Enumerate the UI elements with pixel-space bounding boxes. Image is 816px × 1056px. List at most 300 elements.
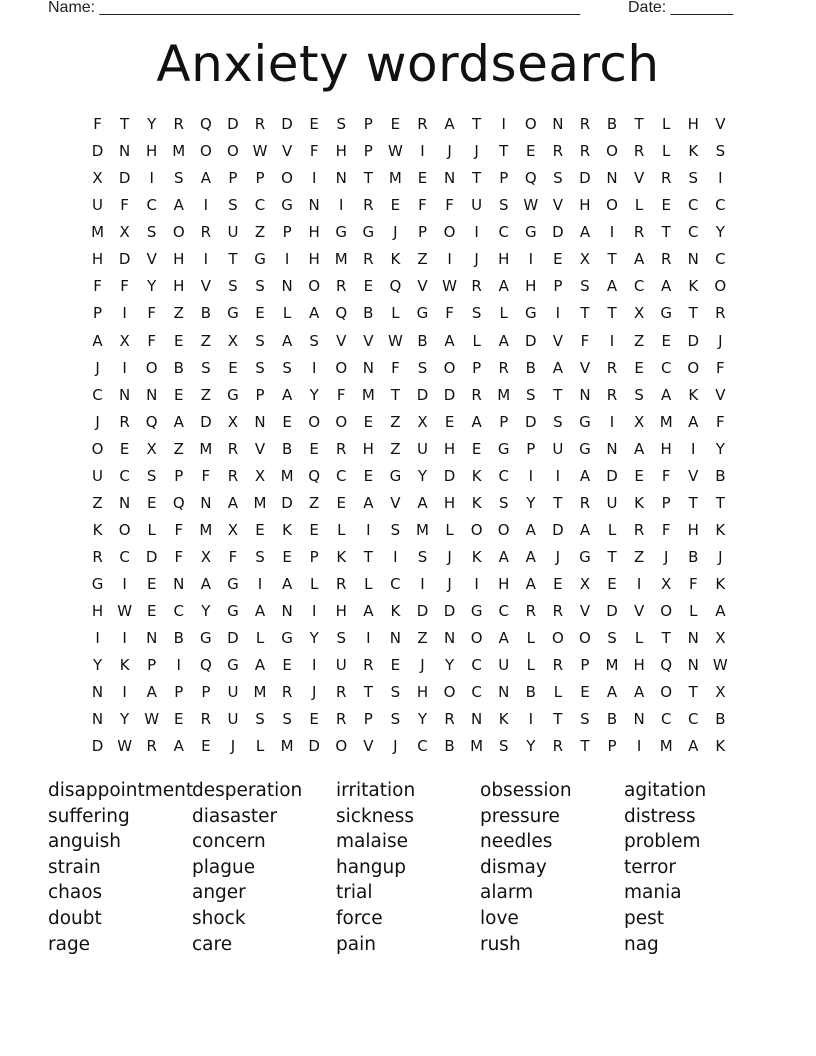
grid-letter[interactable]: Z (390, 439, 401, 458)
grid-letter[interactable]: G (579, 548, 591, 566)
grid-letter[interactable]: K (282, 520, 292, 539)
grid-letter[interactable]: B (281, 439, 293, 458)
grid-letter[interactable]: K (715, 575, 726, 594)
grid-letter[interactable]: D (552, 223, 564, 242)
grid-letter[interactable]: X (661, 575, 672, 594)
grid-letter[interactable]: O (606, 142, 618, 161)
grid-letter[interactable]: R (660, 250, 672, 269)
grid-letter[interactable]: P (553, 277, 563, 296)
grid-letter[interactable]: N (443, 629, 456, 648)
grid-letter[interactable]: G (389, 466, 402, 485)
grid-letter[interactable]: W (117, 737, 133, 756)
grid-letter[interactable]: H (173, 250, 185, 269)
grid-letter[interactable]: H (146, 142, 158, 161)
grid-letter[interactable]: D (227, 629, 239, 648)
grid-letter[interactable]: T (607, 250, 617, 269)
grid-letter[interactable]: V (633, 602, 645, 621)
grid-letter[interactable]: G (227, 304, 239, 323)
grid-letter[interactable]: H (498, 250, 510, 269)
grid-letter[interactable]: O (551, 629, 564, 648)
grid-letter[interactable]: I (528, 250, 533, 269)
grid-letter[interactable]: T (472, 115, 482, 133)
grid-letter[interactable]: O (145, 358, 158, 377)
grid-letter[interactable]: B (715, 466, 726, 485)
grid-letter[interactable]: S (688, 169, 699, 188)
grid-letter[interactable]: W (252, 142, 268, 161)
grid-letter[interactable]: W (523, 196, 539, 215)
grid-letter[interactable]: K (390, 602, 401, 621)
grid-letter[interactable]: Q (389, 277, 402, 296)
grid-letter[interactable]: F (228, 548, 238, 566)
grid-letter[interactable]: Z (633, 548, 645, 566)
grid-letter[interactable]: D (91, 737, 104, 756)
grid-letter[interactable]: G (660, 304, 672, 323)
grid-letter[interactable]: Q (335, 304, 348, 323)
grid-letter[interactable]: Z (633, 331, 645, 350)
grid-letter[interactable]: Q (199, 656, 212, 675)
grid-letter[interactable]: T (661, 223, 671, 242)
grid-letter[interactable]: I (149, 169, 154, 188)
grid-letter[interactable]: Z (173, 304, 184, 323)
grid-letter[interactable]: T (390, 385, 400, 404)
grid-letter[interactable]: N (498, 683, 510, 702)
grid-letter[interactable]: C (336, 466, 347, 485)
grid-letter[interactable]: F (120, 277, 129, 296)
grid-letter[interactable]: E (309, 520, 319, 539)
grid-letter[interactable]: R (363, 250, 374, 269)
grid-letter[interactable]: A (417, 493, 428, 512)
grid-letter[interactable]: S (607, 629, 617, 648)
grid-letter[interactable]: V (552, 331, 563, 350)
grid-letter[interactable]: Y (444, 656, 455, 675)
grid-letter[interactable]: F (418, 196, 427, 215)
grid-letter[interactable]: I (528, 710, 533, 729)
grid-letter[interactable]: P (363, 142, 373, 161)
grid-letter[interactable]: L (526, 629, 535, 648)
grid-letter[interactable]: L (607, 520, 617, 539)
grid-letter[interactable]: S (498, 196, 509, 215)
grid-letter[interactable]: R (363, 196, 374, 215)
grid-letter[interactable]: D (416, 602, 429, 621)
grid-letter[interactable]: X (633, 412, 645, 431)
grid-letter[interactable]: J (393, 737, 398, 756)
grid-letter[interactable]: Z (254, 223, 266, 242)
grid-letter[interactable]: C (471, 656, 482, 675)
grid-letter[interactable]: R (146, 737, 157, 756)
grid-letter[interactable]: S (336, 629, 346, 648)
grid-letter[interactable]: P (499, 169, 509, 188)
grid-letter[interactable]: A (606, 277, 618, 296)
grid-letter[interactable]: R (552, 602, 564, 621)
grid-letter[interactable]: G (281, 196, 293, 215)
grid-letter[interactable]: A (146, 683, 157, 702)
grid-letter[interactable]: U (498, 656, 510, 675)
grid-letter[interactable]: I (501, 115, 506, 133)
grid-letter[interactable]: I (420, 142, 425, 161)
grid-letter[interactable]: I (122, 629, 127, 648)
grid-letter[interactable]: O (335, 412, 348, 431)
grid-letter[interactable]: P (417, 223, 427, 242)
grid-letter[interactable]: A (227, 493, 239, 512)
grid-letter[interactable]: E (146, 493, 157, 512)
grid-letter[interactable]: F (120, 196, 129, 215)
grid-letter[interactable]: M (388, 169, 402, 188)
grid-letter[interactable]: P (228, 169, 238, 188)
grid-letter[interactable]: L (472, 331, 481, 350)
grid-letter[interactable]: G (524, 304, 537, 323)
grid-letter[interactable]: S (255, 548, 265, 566)
grid-letter[interactable]: N (308, 196, 320, 215)
grid-letter[interactable]: P (255, 385, 265, 404)
grid-letter[interactable]: I (122, 683, 127, 702)
grid-letter[interactable]: K (471, 493, 482, 512)
grid-letter[interactable]: C (715, 196, 726, 215)
grid-letter[interactable]: T (363, 169, 373, 188)
grid-letter[interactable]: Y (147, 115, 157, 133)
grid-letter[interactable]: V (363, 331, 374, 350)
grid-letter[interactable]: K (688, 142, 699, 161)
grid-letter[interactable]: E (309, 710, 319, 729)
grid-letter[interactable]: N (389, 629, 402, 648)
grid-letter[interactable]: O (308, 412, 321, 431)
grid-letter[interactable]: K (498, 710, 509, 729)
grid-letter[interactable]: L (634, 196, 644, 215)
grid-letter[interactable]: A (688, 737, 699, 756)
grid-letter[interactable]: M (172, 142, 186, 161)
grid-letter[interactable]: B (173, 358, 184, 377)
grid-letter[interactable]: S (580, 710, 590, 729)
grid-letter[interactable]: S (174, 169, 184, 188)
grid-letter[interactable]: E (146, 602, 157, 621)
grid-letter[interactable]: A (498, 548, 509, 566)
grid-letter[interactable]: I (609, 412, 615, 431)
grid-letter[interactable]: A (444, 331, 455, 350)
grid-letter[interactable]: V (715, 115, 726, 133)
grid-letter[interactable]: G (362, 223, 375, 242)
grid-letter[interactable]: S (255, 358, 265, 377)
grid-letter[interactable]: I (555, 466, 561, 485)
grid-letter[interactable]: L (553, 683, 563, 702)
grid-letter[interactable]: W (144, 710, 160, 729)
grid-letter[interactable]: J (393, 223, 398, 242)
grid-letter[interactable]: I (393, 548, 398, 566)
grid-letter[interactable]: S (146, 466, 157, 485)
grid-letter[interactable]: V (552, 196, 563, 215)
grid-letter[interactable]: H (173, 277, 185, 296)
grid-letter[interactable]: O (714, 277, 727, 296)
grid-letter[interactable]: S (228, 196, 238, 215)
grid-letter[interactable]: R (254, 115, 266, 133)
grid-letter[interactable]: R (444, 710, 455, 729)
grid-letter[interactable]: Z (200, 385, 211, 404)
grid-letter[interactable]: A (579, 466, 591, 485)
grid-letter[interactable]: I (474, 575, 479, 594)
grid-letter[interactable]: O (281, 169, 293, 188)
grid-letter[interactable]: H (443, 439, 456, 458)
grid-letter[interactable]: H (579, 196, 591, 215)
grid-letter[interactable]: S (228, 277, 238, 296)
grid-letter[interactable]: C (254, 196, 266, 215)
grid-letter[interactable]: T (634, 115, 644, 133)
grid-letter[interactable]: C (390, 575, 401, 594)
grid-letter[interactable]: U (92, 196, 104, 215)
grid-letter[interactable]: H (362, 439, 374, 458)
grid-letter[interactable]: X (579, 250, 591, 269)
grid-letter[interactable]: T (661, 629, 671, 648)
grid-letter[interactable]: E (417, 169, 428, 188)
grid-letter[interactable]: I (176, 656, 181, 675)
grid-letter[interactable]: O (443, 223, 456, 242)
grid-letter[interactable]: E (553, 575, 563, 594)
grid-letter[interactable]: M (659, 412, 673, 431)
grid-letter[interactable]: E (363, 412, 374, 431)
grid-letter[interactable]: L (364, 575, 373, 594)
grid-letter[interactable]: A (471, 412, 482, 431)
grid-letter[interactable]: O (443, 358, 456, 377)
grid-letter[interactable]: P (255, 169, 265, 188)
grid-letter[interactable]: A (715, 602, 726, 621)
grid-letter[interactable]: R (336, 575, 347, 594)
grid-letter[interactable]: R (552, 142, 564, 161)
grid-letter[interactable]: H (91, 250, 104, 269)
grid-letter[interactable]: S (255, 331, 265, 350)
grid-letter[interactable]: G (335, 223, 348, 242)
grid-letter[interactable]: F (580, 331, 590, 350)
grid-letter[interactable]: J (447, 142, 452, 161)
grid-letter[interactable]: A (173, 196, 184, 215)
grid-letter[interactable]: N (471, 710, 483, 729)
grid-letter[interactable]: T (580, 304, 590, 323)
grid-letter[interactable]: V (417, 277, 428, 296)
grid-letter[interactable]: G (497, 439, 510, 458)
grid-letter[interactable]: D (443, 602, 456, 621)
date-field[interactable]: Date: _______ (628, 0, 733, 16)
grid-letter[interactable]: K (471, 466, 482, 485)
grid-letter[interactable]: Y (309, 385, 319, 404)
grid-letter[interactable]: I (311, 602, 317, 621)
grid-letter[interactable]: S (282, 358, 292, 377)
grid-letter[interactable]: T (607, 548, 617, 566)
grid-letter[interactable]: Q (308, 466, 321, 485)
grid-letter[interactable]: P (363, 710, 373, 729)
grid-letter[interactable]: D (687, 331, 700, 350)
grid-letter[interactable]: V (633, 169, 645, 188)
grid-letter[interactable]: O (172, 223, 185, 242)
grid-letter[interactable]: R (660, 169, 672, 188)
grid-letter[interactable]: R (92, 548, 103, 566)
grid-letter[interactable]: B (444, 737, 455, 756)
grid-letter[interactable]: U (606, 493, 618, 512)
grid-letter[interactable]: A (606, 683, 618, 702)
grid-letter[interactable]: E (580, 683, 590, 702)
grid-letter[interactable]: Y (417, 710, 428, 729)
grid-letter[interactable]: D (443, 385, 456, 404)
grid-letter[interactable]: Y (526, 493, 536, 512)
grid-letter[interactable]: R (498, 358, 509, 377)
grid-letter[interactable]: R (227, 466, 239, 485)
grid-letter[interactable]: J (718, 548, 723, 566)
grid-letter[interactable]: Y (120, 710, 130, 729)
grid-letter[interactable]: H (416, 683, 429, 702)
grid-letter[interactable]: U (227, 710, 239, 729)
grid-letter[interactable]: E (390, 115, 401, 133)
grid-letter[interactable]: Z (309, 493, 320, 512)
grid-letter[interactable]: J (474, 142, 479, 161)
grid-letter[interactable]: X (92, 169, 103, 188)
grid-letter[interactable]: T (363, 548, 373, 566)
grid-letter[interactable]: E (390, 196, 401, 215)
grid-letter[interactable]: A (688, 412, 699, 431)
grid-letter[interactable]: L (526, 656, 535, 675)
grid-letter[interactable]: B (363, 304, 374, 323)
grid-letter[interactable]: L (662, 115, 671, 133)
grid-letter[interactable]: D (525, 331, 537, 350)
grid-letter[interactable]: O (524, 115, 537, 133)
grid-letter[interactable]: D (308, 737, 320, 756)
grid-letter[interactable]: H (498, 575, 510, 594)
grid-letter[interactable]: E (661, 331, 671, 350)
grid-letter[interactable]: K (336, 548, 347, 566)
grid-letter[interactable]: O (118, 520, 131, 539)
grid-letter[interactable]: A (579, 223, 591, 242)
grid-letter[interactable]: V (579, 358, 591, 377)
grid-letter[interactable]: S (471, 304, 482, 323)
grid-letter[interactable]: O (579, 629, 591, 648)
grid-letter[interactable]: M (199, 439, 213, 458)
grid-letter[interactable]: Q (524, 169, 537, 188)
grid-letter[interactable]: L (499, 304, 508, 323)
grid-letter[interactable]: A (633, 683, 645, 702)
grid-letter[interactable]: H (91, 602, 104, 621)
grid-letter[interactable]: I (609, 223, 615, 242)
grid-letter[interactable]: V (336, 331, 347, 350)
grid-letter[interactable]: M (280, 737, 294, 756)
grid-letter[interactable]: N (633, 710, 645, 729)
grid-letter[interactable]: I (636, 575, 642, 594)
grid-letter[interactable]: P (201, 683, 211, 702)
grid-letter[interactable]: S (715, 142, 726, 161)
grid-letter[interactable]: J (311, 683, 317, 702)
grid-letter[interactable]: D (443, 466, 456, 485)
grid-letter[interactable]: Q (172, 493, 185, 512)
grid-letter[interactable]: Z (92, 493, 103, 512)
grid-letter[interactable]: K (471, 548, 482, 566)
grid-letter[interactable]: O (660, 683, 673, 702)
grid-letter[interactable]: F (661, 466, 671, 485)
grid-letter[interactable]: A (552, 358, 563, 377)
grid-letter[interactable]: W (117, 602, 133, 621)
grid-letter[interactable]: K (390, 250, 401, 269)
grid-letter[interactable]: X (254, 466, 266, 485)
grid-letter[interactable]: J (95, 358, 100, 377)
grid-letter[interactable]: S (146, 223, 157, 242)
grid-letter[interactable]: C (660, 358, 672, 377)
grid-letter[interactable]: E (444, 412, 455, 431)
grid-letter[interactable]: H (335, 142, 347, 161)
grid-letter[interactable]: N (119, 493, 131, 512)
grid-letter[interactable]: K (119, 656, 130, 675)
grid-letter[interactable]: D (606, 602, 618, 621)
grid-letter[interactable]: N (146, 629, 158, 648)
grid-letter[interactable]: H (525, 277, 537, 296)
grid-letter[interactable]: O (470, 520, 483, 539)
grid-letter[interactable]: M (280, 466, 294, 485)
grid-letter[interactable]: N (119, 142, 131, 161)
grid-letter[interactable]: F (716, 358, 725, 377)
grid-letter[interactable]: A (200, 169, 211, 188)
grid-letter[interactable]: J (95, 412, 100, 431)
grid-letter[interactable]: R (552, 656, 564, 675)
grid-letter[interactable]: P (174, 466, 184, 485)
grid-letter[interactable]: H (443, 493, 456, 512)
grid-letter[interactable]: C (146, 196, 157, 215)
grid-letter[interactable]: T (553, 710, 563, 729)
grid-letter[interactable]: N (606, 439, 618, 458)
grid-letter[interactable]: A (525, 575, 536, 594)
grid-letter[interactable]: Y (417, 466, 428, 485)
grid-letter[interactable]: E (174, 710, 184, 729)
grid-letter[interactable]: E (174, 331, 184, 350)
grid-letter[interactable]: E (661, 196, 671, 215)
grid-letter[interactable]: O (606, 196, 618, 215)
grid-letter[interactable]: U (227, 223, 239, 242)
grid-letter[interactable]: S (417, 548, 428, 566)
grid-letter[interactable]: T (363, 683, 373, 702)
grid-letter[interactable]: S (553, 412, 563, 431)
grid-letter[interactable]: C (660, 710, 672, 729)
grid-letter[interactable]: A (661, 277, 672, 296)
grid-letter[interactable]: J (230, 737, 236, 756)
grid-letter[interactable]: X (715, 683, 726, 702)
grid-letter[interactable]: F (174, 548, 184, 566)
grid-letter[interactable]: E (471, 439, 482, 458)
grid-letter[interactable]: L (255, 629, 265, 648)
grid-letter[interactable]: M (605, 656, 619, 675)
grid-letter[interactable]: U (416, 439, 428, 458)
grid-letter[interactable]: J (420, 656, 425, 675)
grid-letter[interactable]: R (579, 493, 591, 512)
grid-letter[interactable]: R (200, 710, 212, 729)
grid-letter[interactable]: L (662, 142, 671, 161)
grid-letter[interactable]: J (718, 331, 723, 350)
grid-letter[interactable]: W (442, 277, 457, 296)
grid-letter[interactable]: O (227, 142, 239, 161)
grid-letter[interactable]: X (119, 331, 130, 350)
grid-letter[interactable]: I (366, 520, 371, 539)
grid-letter[interactable]: G (579, 439, 591, 458)
grid-letter[interactable]: I (122, 575, 127, 594)
grid-letter[interactable]: G (524, 223, 537, 242)
grid-letter[interactable]: P (499, 412, 509, 431)
grid-letter[interactable]: W (712, 656, 728, 675)
grid-letter[interactable]: A (173, 412, 184, 431)
grid-letter[interactable]: X (200, 548, 211, 566)
grid-letter[interactable]: D (416, 385, 429, 404)
grid-letter[interactable]: U (92, 466, 104, 485)
grid-letter[interactable]: Y (92, 656, 103, 675)
grid-letter[interactable]: I (311, 656, 317, 675)
grid-letter[interactable]: R (336, 439, 347, 458)
grid-letter[interactable]: S (498, 493, 509, 512)
grid-letter[interactable]: O (199, 142, 212, 161)
grid-letter[interactable]: X (227, 412, 239, 431)
grid-letter[interactable]: F (336, 385, 346, 404)
grid-letter[interactable]: T (715, 493, 725, 512)
grid-letter[interactable]: D (200, 412, 212, 431)
grid-letter[interactable]: A (363, 493, 374, 512)
grid-letter[interactable]: N (173, 575, 185, 594)
grid-letter[interactable]: V (688, 466, 699, 485)
